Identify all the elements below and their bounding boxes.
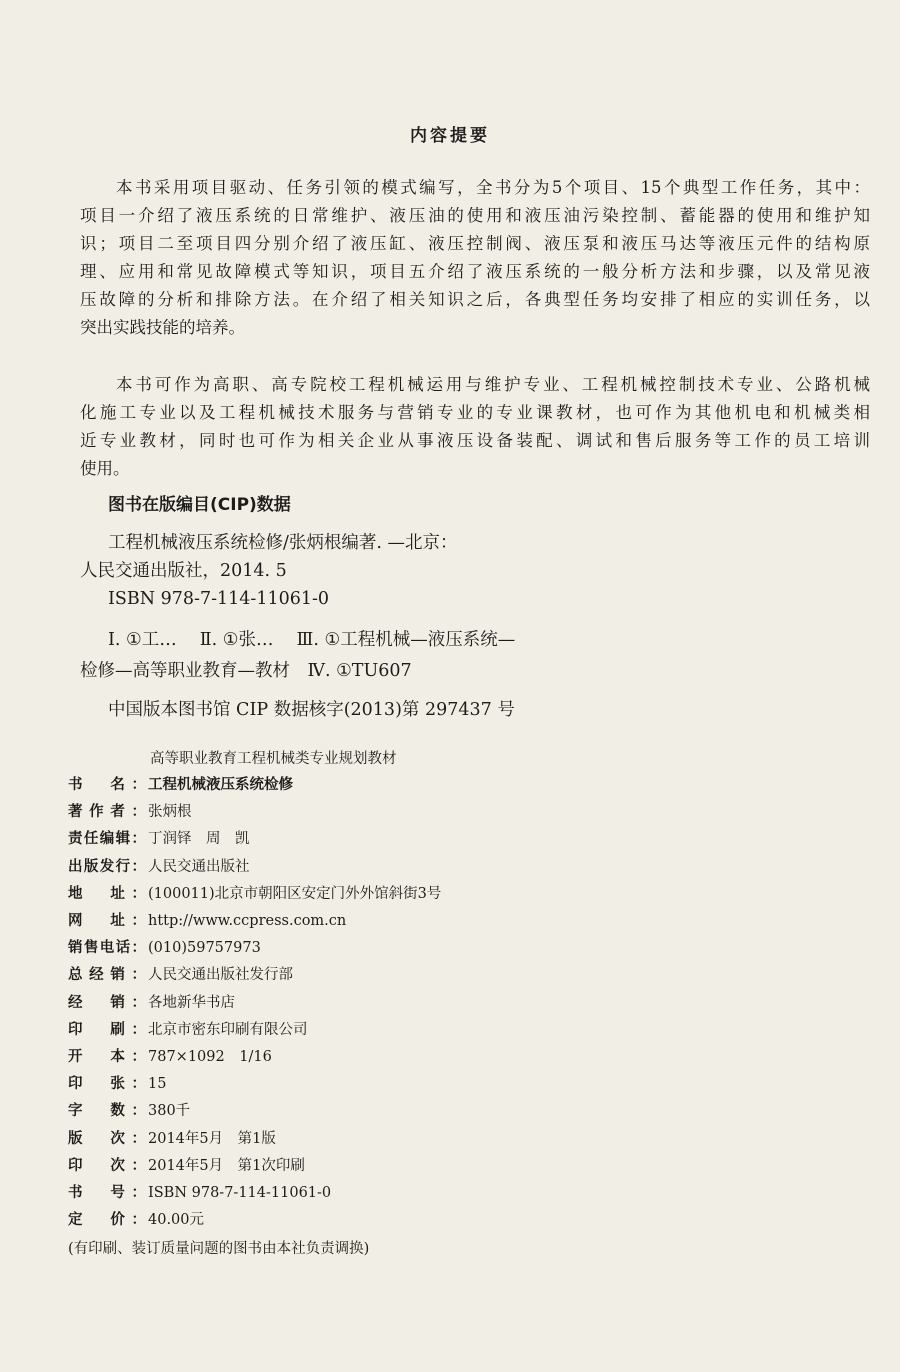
- cip-line: 中国版本图书馆 CIP 数据核字(2013)第 297437 号: [108, 700, 515, 720]
- colophon-value: 人民交通出版社发行部: [148, 967, 293, 984]
- colophon-row: [68, 1208, 204, 1229]
- colophon-value: 787×1092 1/16: [148, 1049, 272, 1065]
- colophon-label: 销售电话：: [68, 940, 146, 957]
- summary-line: 项目一介绍了液压系统的日常维护、液压油的使用和液压油污染控制、蓄能器的使用和维护知: [80, 206, 870, 225]
- cip-heading: 图书在版编目(CIP)数据: [108, 495, 291, 515]
- summary-line: 识；项目二至项目四分别介绍了液压缸、液压控制阀、液压泵和液压马达等液压元件的结构原: [80, 234, 870, 253]
- cip-line: 人民交通出版社，2014. 5: [80, 561, 287, 581]
- colophon-label: 定 价：: [68, 1212, 146, 1229]
- colophon-value: 张炳根: [148, 804, 192, 821]
- colophon-row: [68, 800, 192, 821]
- colophon-label: 责任编辑：: [68, 831, 146, 848]
- colophon-row: [68, 882, 441, 903]
- colophon-row: [68, 991, 235, 1012]
- summary-line: 本书可作为高职、高专院校工程机械运用与维护专业、工程机械控制技术专业、公路机械: [116, 375, 870, 394]
- colophon-note: (有印刷、装订质量问题的图书由本社负责调换): [68, 1241, 370, 1257]
- colophon-label: 经 销：: [68, 994, 146, 1011]
- colophon-value: ISBN 978-7-114-11061-0: [148, 1185, 332, 1201]
- summary-line: 本书采用项目驱动、任务引领的模式编写，全书分为5个项目、15个典型工作任务，其中：: [116, 178, 870, 197]
- series-title: 高等职业教育工程机械类专业规划教材: [150, 751, 397, 767]
- colophon-row: [68, 1181, 331, 1202]
- cip-line: ISBN 978-7-114-11061-0: [108, 589, 330, 609]
- colophon-value: 北京市密东印刷有限公司: [148, 1021, 308, 1038]
- colophon-value: 2014年5月 第1次印刷: [148, 1157, 305, 1174]
- summary-title: 内容提要: [410, 126, 490, 146]
- summary-line: 压故障的分析和排除方法。在介绍了相关知识之后，各典型任务均安排了相应的实训任务，以: [80, 290, 870, 309]
- colophon-row: [68, 855, 250, 876]
- summary-line: 近专业教材，同时也可作为相关企业从事液压设备装配、调试和售后服务等工作的员工培训: [80, 431, 870, 450]
- colophon-label: 出版发行：: [68, 858, 146, 875]
- colophon-label: 总经销：: [68, 967, 146, 984]
- colophon-row: [68, 827, 250, 848]
- cip-line: Ⅰ. ①工… Ⅱ. ①张… Ⅲ. ①工程机械—液压系统—: [108, 630, 516, 650]
- colophon-value: 40.00元: [148, 1212, 205, 1229]
- colophon-row: [68, 1018, 308, 1039]
- colophon-label: 书 名：: [68, 777, 146, 793]
- colophon-value: (010)59757973: [148, 940, 261, 957]
- colophon-value: 丁润铎 周 凯: [148, 831, 250, 848]
- colophon-value: 380千: [148, 1103, 191, 1120]
- colophon-label: 版 次：: [68, 1130, 146, 1147]
- colophon-label: 地 址：: [68, 885, 146, 902]
- colophon-label: 开 本：: [68, 1049, 146, 1065]
- colophon-row: [68, 1072, 166, 1093]
- summary-line: 化施工专业以及工程机械技术服务与营销专业的专业课教材，也可作为其他机电和机械类相: [80, 403, 870, 422]
- colophon-value: 2014年5月 第1版: [148, 1130, 276, 1147]
- colophon-label: 印 张：: [68, 1076, 146, 1093]
- colophon-label: 字 数：: [68, 1103, 146, 1120]
- summary-line: 突出实践技能的培养。: [80, 318, 245, 337]
- colophon-row: [68, 1045, 272, 1066]
- summary-line: 使用。: [80, 459, 130, 478]
- summary-line: 理、应用和常见故障模式等知识，项目五介绍了液压系统的一般分析方法和步骤，以及常见液: [80, 262, 870, 281]
- colophon-label: 网 址：: [68, 913, 146, 929]
- colophon-row: [68, 1127, 276, 1148]
- colophon-value: 各地新华书店: [148, 994, 235, 1011]
- colophon-row: [68, 1099, 190, 1120]
- colophon-row: [68, 909, 346, 930]
- colophon-label: 著作者：: [68, 804, 146, 821]
- cip-line: 工程机械液压系统检修/张炳根编著. —北京：: [108, 533, 458, 553]
- colophon-row: [68, 773, 293, 794]
- colophon-row: [68, 963, 293, 984]
- colophon-label: 印 刷：: [68, 1021, 146, 1038]
- colophon-value: 人民交通出版社: [148, 858, 250, 875]
- colophon-value: (100011)北京市朝阳区安定门外外馆斜街3号: [148, 885, 442, 902]
- cip-line: 检修—高等职业教育—教材 Ⅳ. ①TU607: [80, 661, 412, 681]
- colophon-row: [68, 936, 261, 957]
- colophon-value: 工程机械液压系统检修: [148, 777, 293, 793]
- colophon-label: 书 号：: [68, 1185, 146, 1201]
- colophon-row: [68, 1154, 305, 1175]
- colophon-value: http://www.ccpress.com.cn: [148, 913, 347, 929]
- colophon-label: 印 次：: [68, 1157, 146, 1174]
- colophon-value: 15: [148, 1076, 167, 1093]
